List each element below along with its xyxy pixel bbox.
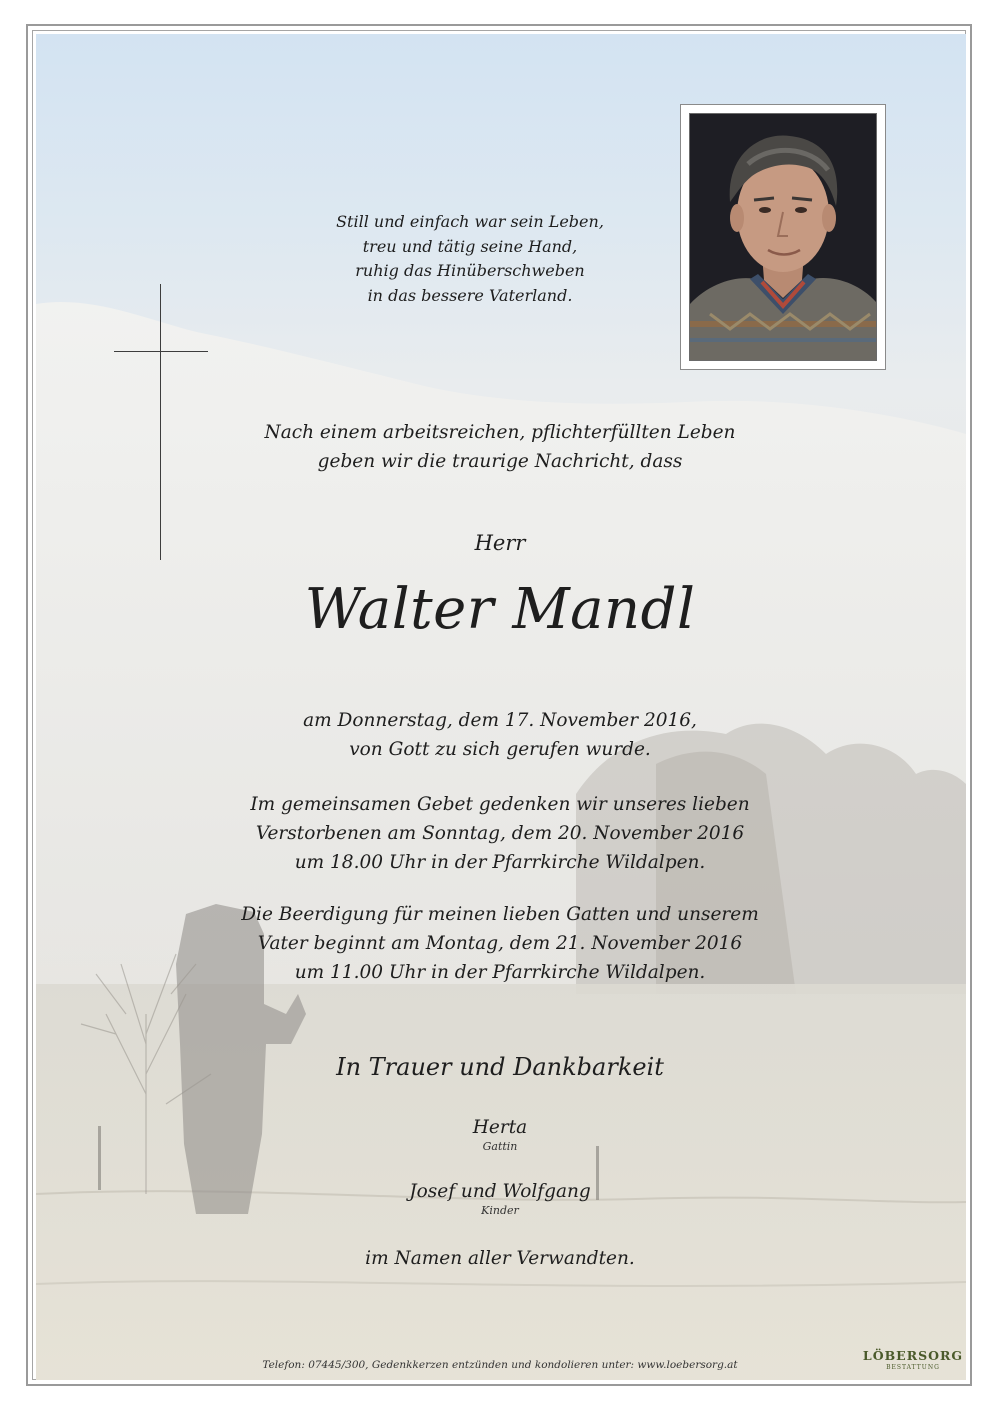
poem-line: Still und einfach war sein Leben, [336,212,604,231]
closing-line: im Namen aller Verwandten. [365,1248,635,1269]
logo-name: LÖBERSORG [862,1348,964,1363]
prayer-line: Im gemeinsamen Gebet gedenken wir unseres lieben [250,794,750,815]
portrait-frame [680,104,886,370]
logo-subtitle: BESTATTUNG [886,1364,940,1371]
prayer-line: um 18.00 Uhr in der Pfarrkirche Wildalpen. [294,852,706,873]
funeral-line: Vater beginnt am Montag, dem 21. November 2016 [257,933,743,954]
cross-vertical [160,284,161,560]
death-notice [170,706,830,764]
mourner-role: Gattin [482,1140,518,1153]
death-notice-line: von Gott zu sich gerufen wurde. [349,739,651,760]
intro-line: geben wir die traurige Nachricht, dass [317,451,683,472]
funeral-line: um 11.00 Uhr in der Pfarrkirche Wildalpen. [294,962,706,983]
funeral-home-logo [862,1348,964,1372]
funeral-line: Die Beerdigung für meinen lieben Gatten und unserem [241,904,759,925]
deceased-title: Herr [474,531,526,555]
mourner-name: Herta [472,1117,528,1138]
funeral-notice [150,900,850,987]
footer-contact: Telefon: 07445/300, Gedenkkerzen entzünden und kondolieren unter: www.loebersorg.at [262,1359,738,1371]
mourning-heading: In Trauer und Dankbarkeit [336,1053,664,1081]
death-notice-line: am Donnerstag, dem 17. November 2016, [303,710,697,731]
portrait-photo [689,113,877,361]
poem-line: ruhig das Hinüberschweben [355,261,585,280]
intro-line: Nach einem arbeitsreichen, pflichterfüllten Leben [264,422,736,443]
poem [290,210,650,308]
portrait-illustration [690,114,876,360]
prayer-notice [150,790,850,877]
mourner [300,1116,700,1154]
cross-horizontal [114,351,208,352]
mourner-role: Kinder [481,1204,519,1217]
poem-line: treu und tätig seine Hand, [362,236,578,256]
deceased-name: Walter Mandl [304,577,696,642]
intro-text [200,418,800,476]
poem-line: in das bessere Vaterland. [367,285,573,305]
mourner-name: Josef und Wolfgang [409,1181,591,1202]
mourner [300,1180,700,1218]
prayer-line: Verstorbenen am Sonntag, dem 20. November 2016 [255,823,745,844]
